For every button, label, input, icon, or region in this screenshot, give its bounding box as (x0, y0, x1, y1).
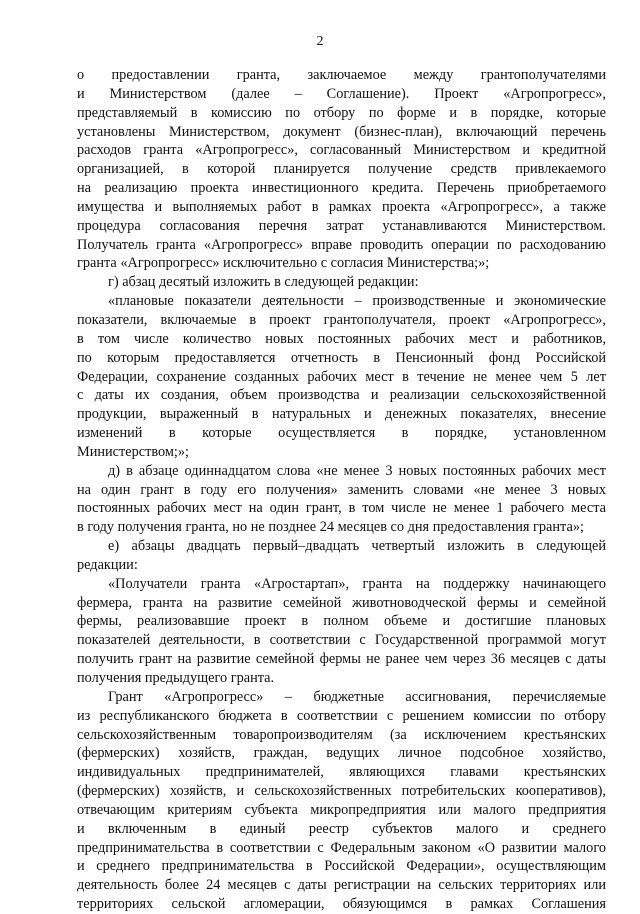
text-line: Министерством;»; (77, 443, 190, 460)
text-line: получить грант на развитие семейной фермы не ранее чем через 36 месяцев с даты (77, 651, 606, 668)
paragraph (77, 462, 606, 537)
text-line: постоянных рабочих мест на один грант, в том числе не менее 1 рабочего места (77, 500, 606, 517)
text-line: д) в абзаце одиннадцатом слова «не менее 3 новых постоянных рабочих мест (108, 462, 606, 479)
text-line: показателей деятельности, в соответствии с Государственной программой могут (77, 632, 606, 649)
text-line: процедура согласования перечня затрат устанавливаются Министерством. (77, 217, 606, 234)
text-line: в году получения гранта, но не позднее 24 месяцев со дня предоставления гранта»; (77, 519, 584, 536)
text-line: представляемый в комиссию по отбору по форме и в порядке, которые (77, 104, 606, 121)
paragraph (77, 537, 606, 575)
text-line: «Получатели гранта «Агростартап», гранта на поддержку начинающего (108, 575, 606, 592)
text-line: фермы, реализовавшие проект в полном объеме и достигшие плановых (77, 613, 606, 630)
text-line: редакции: (77, 556, 138, 573)
text-line: расходов гранта «Агропрогресс», согласованный Министерством и кредитной (77, 142, 606, 159)
text-line: Получатель гранта «Агропрогресс» вправе проводить операции по расходованию (77, 236, 606, 253)
text-line: Федерации, сохранение созданных рабочих мест в течение не менее чем 5 лет (77, 368, 606, 385)
text-line: на один грант в году его получения» заменить словами «не менее 3 новых (77, 481, 606, 498)
text-line: из республиканского бюджета в соответствии с решением комиссии по отбору (77, 707, 606, 724)
text-line: на реализацию проекта инвестиционного кредита. Перечень приобретаемого (77, 180, 606, 197)
text-line: е) абзацы двадцать первый–двадцать четвертый изложить в следующей (108, 538, 606, 555)
text-line: деятельность более 24 месяцев с даты регистрации на сельских территориях или (77, 877, 606, 894)
text-line: фермера, гранта на развитие семейной животноводческой фермы и семейной (77, 594, 606, 611)
page-number: 2 (316, 34, 324, 49)
text-line: территориях сельской агломерации, обязующимся в рамках Соглашения (77, 896, 606, 913)
text-line: (фермерских) хозяйств, и сельскохозяйственных потребительских кооперативов), (77, 783, 606, 800)
paragraph (77, 688, 606, 914)
text-line: г) абзац десятый изложить в следующей редакции: (108, 274, 419, 291)
text-line: и включенным в единый реестр субъектов малого и среднего (77, 820, 606, 837)
paragraph (77, 273, 606, 292)
text-line: показатели, включаемые в проект грантополучателя, проект «Агропрогресс», (77, 311, 606, 328)
paragraph (77, 66, 606, 273)
text-line: установлены Министерством, документ (бизнес-план), включающий перечень (77, 123, 606, 140)
text-line: и среднего предпринимательства в Российской Федерации», осуществляющим (77, 858, 606, 875)
text-line: индивидуальных предпринимателей, являющихся главами крестьянских (77, 764, 606, 781)
text-line: с даты их создания, объем производства и реализации сельскохозяйственной (77, 387, 606, 404)
text-line: предпринимательства в соответствии с Федеральным законом «О развитии малого (77, 839, 606, 856)
text-line: изменений в которые осуществляется в порядке, установленном (77, 425, 606, 442)
document-body (77, 66, 606, 914)
text-line: организацией, в которой планируется получение средств привлекаемого (77, 161, 606, 178)
text-line: и Министерством (далее – Соглашение). Проект «Агропрогресс», (77, 85, 606, 102)
text-line: отвечающим критериям субъекта микропредприятия или малого предприятия (77, 801, 606, 818)
text-line: продукции, выраженный в натуральных и денежных показателях, внесение (77, 406, 606, 423)
text-line: сельскохозяйственным товаропроизводителям (за исключением крестьянских (77, 726, 606, 743)
text-line: получения предыдущего гранта. (77, 670, 275, 686)
text-line: гранта «Агропрогресс» исключительно с согласия Министерства;»; (77, 255, 490, 272)
paragraph (77, 292, 606, 462)
text-line: по которым предоставляется отчетность в Пенсионный фонд Российской (77, 349, 606, 366)
text-line: Грант «Агропрогресс» – бюджетные ассигнования, перечисляемые (108, 688, 606, 705)
text-line: имущества и выполняемых работ в рамках проекта «Агропрогресс», а также (77, 198, 606, 215)
text-line: в том числе количество новых постоянных рабочих мест и работников, (77, 330, 606, 347)
paragraph (77, 575, 606, 688)
text-line: (фермерских) хозяйств, граждан, ведущих личное подсобное хозяйство, (77, 745, 606, 762)
text-line: о предоставлении гранта, заключаемое между грантополучателями (77, 67, 606, 83)
text-line: «плановые показатели деятельности – производственные и экономические (108, 293, 606, 310)
